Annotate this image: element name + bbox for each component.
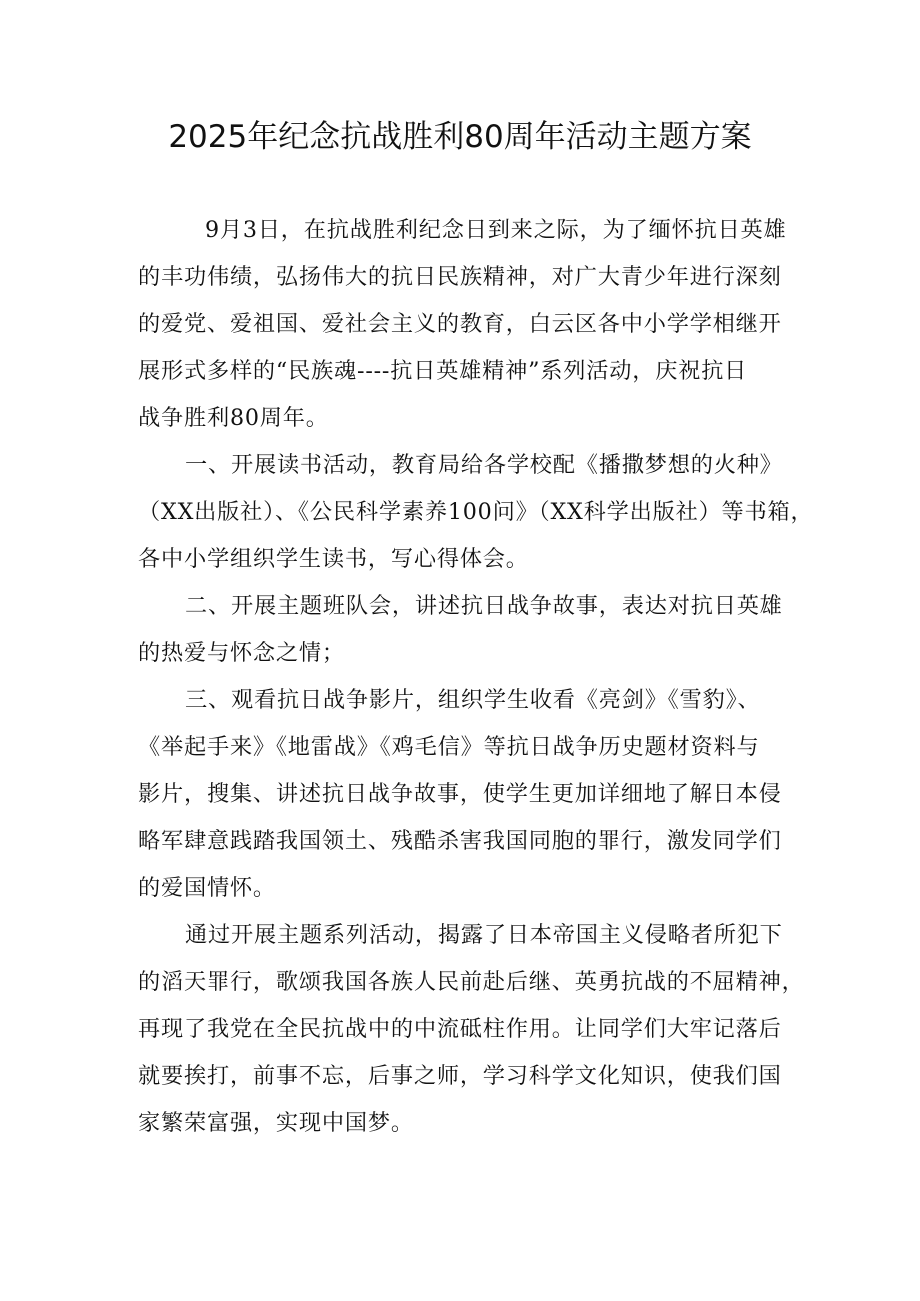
- text-line: 略军肆意践踏我国领土、残酷杀害我国同胞的罪行，激发同学们: [138, 828, 782, 854]
- text-line: 就要挨打，前事不忘，后事之师，学习科学文化知识，使我们国: [138, 1063, 782, 1089]
- text-line: 各中小学组织学生读书，写心得体会。: [138, 546, 529, 572]
- paragraph-item-1: [138, 442, 814, 583]
- text-line: 展形式多样的“民族魂----抗日英雄精神”系列活动，庆祝抗日: [138, 358, 748, 384]
- text-line: 通过开展主题系列活动，揭露了日本帝国主义侵略者所犯下: [185, 922, 783, 948]
- text-line: 三、观看抗日战争影片，组织学生收看《亮剑》《雪豹》、: [185, 687, 761, 713]
- paragraph-item-2: [138, 583, 798, 677]
- paragraph-intro: [138, 207, 798, 442]
- text-line: 的热爱与怀念之情；: [138, 640, 345, 666]
- text-line: 9月3日，在抗战胜利纪念日到来之际，为了缅怀抗日英雄: [205, 217, 787, 243]
- document-title: 2025年纪念抗战胜利80周年活动主题方案: [168, 119, 752, 155]
- paragraph-conclusion: [138, 912, 805, 1147]
- text-line: 的爱国情怀。: [138, 875, 276, 901]
- text-line: 影片，搜集、讲述抗日战争故事，使学生更加详细地了解日本侵: [138, 781, 782, 807]
- text-line: 一、开展读书活动，教育局给各学校配《播撒梦想的火种》: [185, 452, 783, 478]
- text-line: 《举起手来》《地雷战》《鸡毛信》等抗日战争历史题材资料与: [138, 734, 760, 760]
- text-line: 战争胜利80周年。: [138, 405, 329, 431]
- paragraph-item-3: [138, 677, 798, 912]
- document-body: [138, 207, 814, 1147]
- text-line: 的丰功伟绩，弘扬伟大的抗日民族精神，对广大青少年进行深刻: [138, 264, 782, 290]
- text-line: 家繁荣富强，实现中国梦。: [138, 1110, 414, 1136]
- text-line: 再现了我党在全民抗战中的中流砥柱作用。让同学们大牢记落后: [138, 1016, 782, 1042]
- text-line: 的爱党、爱祖国、爱社会主义的教育，白云区各中小学学相继开: [138, 311, 782, 337]
- text-line: （XX出版社）、《公民科学素养100问》（XX科学出版社）等书箱，: [138, 499, 814, 525]
- text-line: 二、开展主题班队会，讲述抗日战争故事，表达对抗日英雄: [185, 593, 783, 619]
- text-line: 的滔天罪行，歌颂我国各族人民前赴后继、英勇抗战的不屈精神，: [138, 969, 805, 995]
